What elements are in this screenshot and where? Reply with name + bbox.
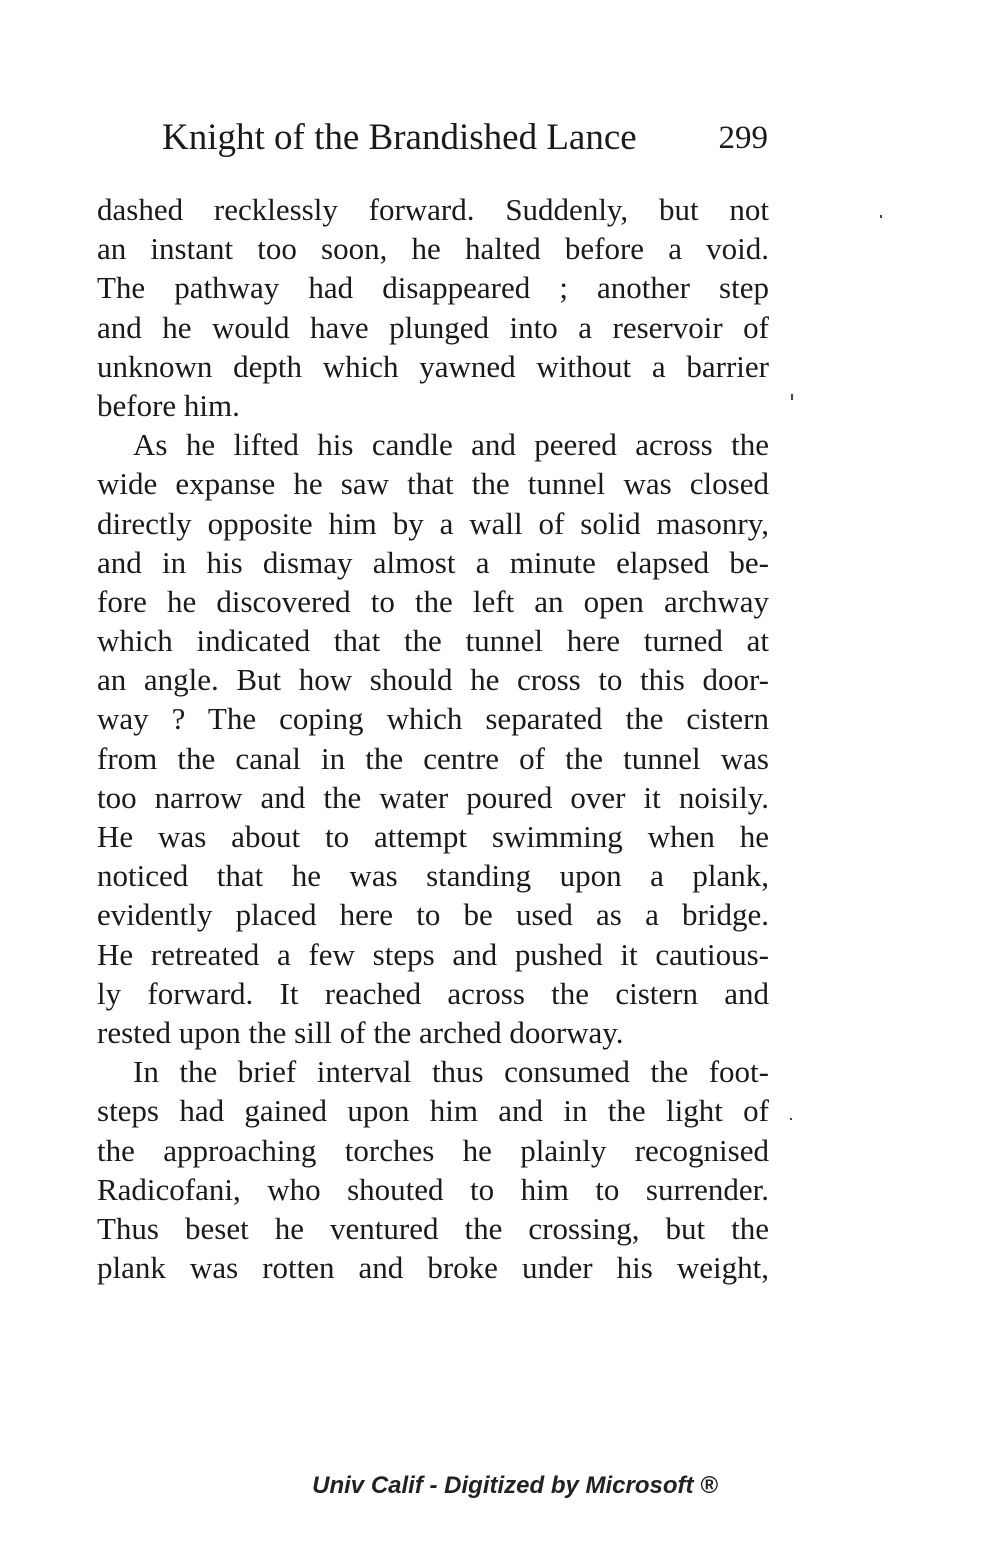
text-line: and he would have plunged into a reservoir of	[97, 309, 769, 345]
text-line: an instant too soon, he halted before a void.	[97, 231, 769, 267]
speck	[880, 215, 882, 218]
paragraph	[97, 1052, 769, 1287]
text-line: directly opposite him by a wall of solid masonry,	[97, 505, 769, 541]
text-line: noticed that he was standing upon a plank,	[97, 858, 769, 894]
text-line: steps had gained upon him and in the light of	[97, 1093, 769, 1129]
text-line: The pathway had disappeared ; another step	[97, 270, 769, 306]
text-line: dashed recklessly forward. Suddenly, but not	[97, 192, 769, 227]
text-line: an angle. But how should he cross to this door-	[97, 662, 769, 698]
body-text	[97, 190, 769, 1287]
text-line: way ? The coping which separated the cistern	[97, 701, 769, 737]
text-line: He retreated a few steps and pushed it cautious-	[97, 936, 769, 972]
speck	[790, 1118, 792, 1120]
text-line: He was about to attempt swimming when he	[97, 819, 769, 854]
text-line: wide expanse he saw that the tunnel was closed	[97, 466, 769, 502]
text-line: fore he discovered to the left an open archway	[97, 583, 769, 619]
text-line: unknown depth which yawned without a barrier	[97, 348, 769, 384]
text-line: Radicofani, who shouted to him to surrender.	[97, 1171, 769, 1207]
text-line: Thus beset he ventured the crossing, but the	[97, 1210, 769, 1246]
text-line: rested upon the sill of the arched doorway.	[97, 1014, 624, 1050]
page-number: 299	[718, 120, 768, 156]
text-line: from the canal in the centre of the tunnel was	[97, 740, 769, 776]
text-line: which indicated that the tunnel here turned at	[97, 623, 769, 659]
running-header	[162, 113, 772, 163]
digitization-watermark: Univ Calif - Digitized by Microsoft ®	[312, 1472, 718, 1499]
speck	[791, 394, 793, 400]
text-line: the approaching torches he plainly recognised	[97, 1132, 769, 1168]
text-line: In the brief interval thus consumed the foot-	[133, 1054, 769, 1090]
paragraph	[97, 425, 769, 1052]
text-line: ly forward. It reached across the cistern and	[97, 975, 769, 1011]
text-line: As he lifted his candle and peered across the	[133, 427, 769, 463]
text-line: plank was rotten and broke under his weight,	[97, 1250, 769, 1286]
text-line: and in his dismay almost a minute elapsed be-	[97, 544, 769, 580]
paragraph	[97, 190, 769, 425]
running-title: Knight of the Brandished Lance	[162, 117, 637, 158]
text-line: too narrow and the water poured over it noisily.	[97, 779, 769, 815]
text-line: evidently placed here to be used as a bridge.	[97, 897, 769, 933]
text-line: before him.	[97, 387, 240, 423]
